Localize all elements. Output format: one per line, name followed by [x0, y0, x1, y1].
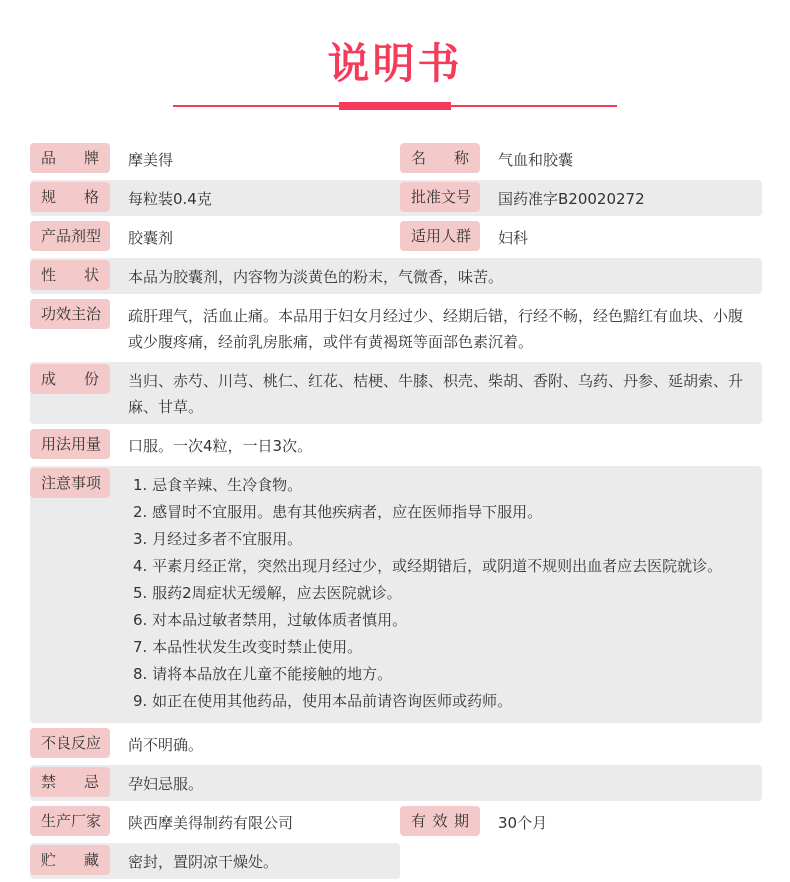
row-adverse-reactions [30, 726, 762, 762]
ingredients-label: 成份 [30, 364, 110, 394]
precautions-list [110, 468, 762, 721]
product-name-cell [400, 143, 579, 175]
precaution-item: 2. 感冒时不宜服用。患有其他疾病者，应在医师指导下服用。 [133, 503, 543, 521]
approval-number-label: 批准文号 [400, 182, 480, 212]
dosage-value: 口服。一次4粒，一日3次。 [128, 437, 313, 455]
dosage-form-value: 胶囊剂 [128, 229, 174, 247]
dosage-form-cell [30, 221, 400, 253]
row-form-users [30, 219, 762, 255]
contraindications-value: 孕妇忌服。 [128, 775, 204, 793]
row-properties [30, 258, 762, 294]
underline-right-segment [451, 105, 617, 107]
properties-value: 本品为胶囊剂，内容物为淡黄色的粉末，气微香，味苦。 [128, 268, 504, 286]
page-title: 说明书 [327, 39, 463, 88]
precaution-item: 6. 对本品过敏者禁用，过敏体质者慎用。 [133, 611, 408, 629]
precaution-item: 3. 月经过多者不宜服用。 [133, 530, 303, 548]
dosage-label: 用法用量 [30, 429, 110, 459]
row-storage [30, 843, 400, 879]
sheet-header [0, 0, 790, 110]
manufacturer-label: 生产厂家 [30, 806, 110, 836]
precaution-item: 8. 请将本品放在儿童不能接触的地方。 [133, 665, 393, 683]
manufacturer-cell [30, 806, 400, 838]
target-users-cell [400, 221, 534, 253]
precautions-label: 注意事项 [30, 468, 110, 498]
precaution-item: 7. 本品性状发生改变时禁止使用。 [133, 638, 363, 656]
row-contraindications [30, 765, 762, 801]
properties-label: 性状 [30, 260, 110, 290]
storage-value: 密封，置阴凉干燥处。 [128, 853, 279, 871]
target-users-label: 适用人群 [400, 221, 480, 251]
precaution-item: 5. 服药2周症状无缓解，应去医院就诊。 [133, 584, 402, 602]
row-indications [30, 297, 762, 359]
row-spec-approval [30, 180, 762, 216]
underline-center-segment [339, 102, 451, 110]
validity-value: 30个月 [498, 814, 548, 832]
spec-label: 规格 [30, 182, 110, 212]
target-users-value: 妇科 [498, 229, 529, 247]
row-brand-name [30, 141, 762, 177]
adverse-reactions-value: 尚不明确。 [128, 736, 204, 754]
approval-number-value: 国药准字B20020272 [498, 190, 645, 208]
validity-label: 有效期 [400, 806, 480, 836]
brand-cell [30, 143, 400, 175]
adverse-reactions-label: 不良反应 [30, 728, 110, 758]
approval-number-cell [400, 182, 651, 214]
precaution-item: 4. 平素月经正常，突然出现月经过少，或经期错后，或阴道不规则出血者应去医院就诊。 [133, 557, 723, 575]
spec-value: 每粒装0.4克 [128, 190, 212, 208]
precaution-item: 9. 如正在使用其他药品，使用本品前请咨询医师或药师。 [133, 692, 513, 710]
underline-left-segment [173, 105, 339, 107]
brand-label: 品牌 [30, 143, 110, 173]
contraindications-label: 禁忌 [30, 767, 110, 797]
product-name-value: 气血和胶囊 [498, 151, 574, 169]
row-precautions [30, 466, 762, 723]
validity-cell [400, 806, 553, 838]
indications-value: 疏肝理气，活血止痛。本品用于妇女月经过少、经期后错，行经不畅，经色黯红有血块、小腹或少腹疼痛，经前乳房胀痛，或伴有黄褐斑等面部色素沉着。 [128, 307, 744, 351]
storage-label: 贮藏 [30, 845, 110, 875]
manufacturer-value: 陕西摩美得制药有限公司 [128, 814, 294, 832]
ingredients-value: 当归、赤芍、川芎、桃仁、红花、桔梗、牛膝、枳壳、柴胡、香附、乌药、丹参、延胡索、升麻、甘草。 [128, 372, 744, 416]
spec-table [30, 141, 762, 879]
spec-cell [30, 182, 400, 214]
dosage-form-label: 产品剂型 [30, 221, 110, 251]
row-manufacturer-validity [30, 804, 762, 840]
indications-label: 功效主治 [30, 299, 110, 329]
row-ingredients [30, 362, 762, 424]
precaution-item: 1. 忌食辛辣、生冷食物。 [133, 476, 303, 494]
brand-value: 摩美得 [128, 151, 174, 169]
title-underline [173, 102, 617, 110]
product-name-label: 名称 [400, 143, 480, 173]
row-dosage [30, 427, 762, 463]
